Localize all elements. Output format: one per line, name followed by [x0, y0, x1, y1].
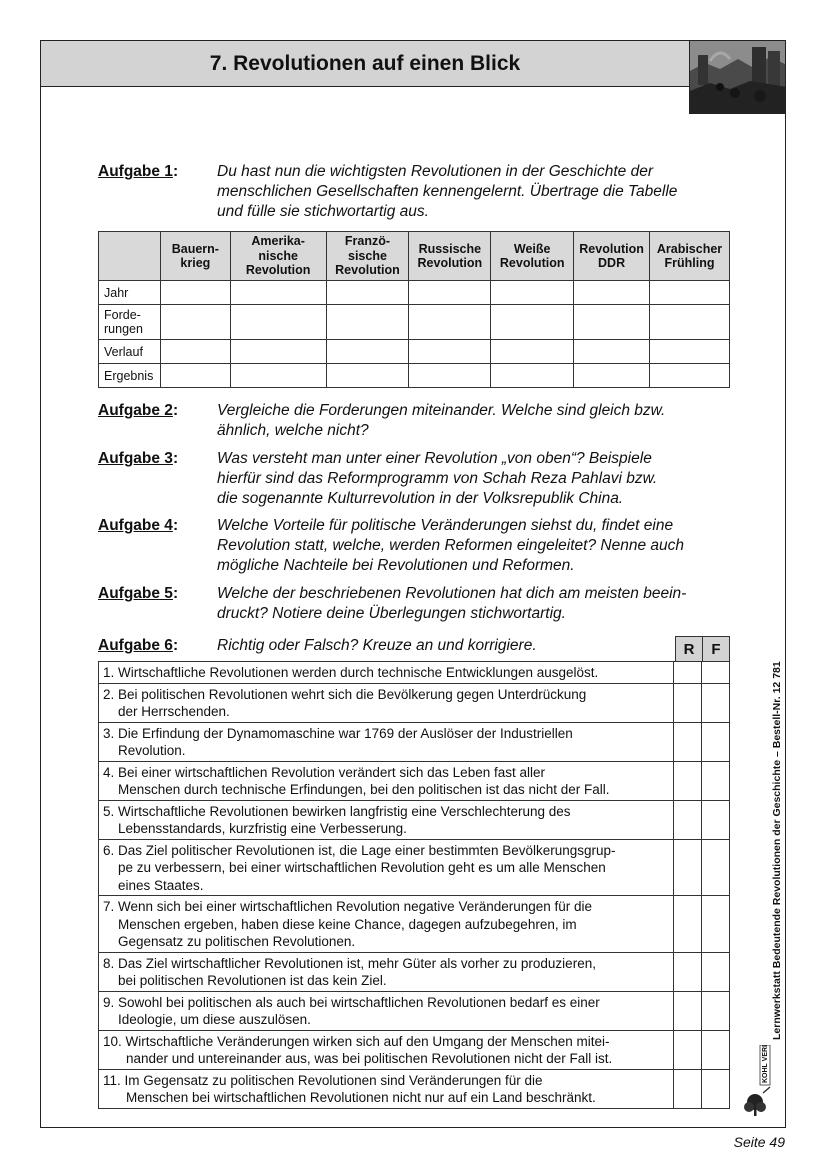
- answer-cell[interactable]: [160, 305, 230, 340]
- task-label: Aufgabe 6: [98, 637, 173, 654]
- statement-text: 10. Wirtschaftliche Veränderungen wirken sich auf den Umgang der Menschen mitei- nander und untereinander aus, was bei politischen Revolutionen nicht der Fall ist.: [99, 1030, 674, 1069]
- page-number: Seite 49: [733, 1134, 785, 1150]
- task-label: Aufgabe 2: [98, 402, 173, 419]
- answer-cell[interactable]: [491, 281, 574, 305]
- falsch-checkbox[interactable]: [702, 662, 730, 684]
- answer-cell[interactable]: [409, 281, 491, 305]
- task-3: Aufgabe 3: Was versteht man unter einer Revolution „von oben“? Beispiele hierfür sind das Reformprogramm von Schah Reza Pahlavi bzw. die sogenannte Kulturrevolution in der Volksrepublik China.: [98, 449, 738, 509]
- series-info: Lernwerkstatt Bedeutende Revolutionen der Geschichte – Bestell-Nr. 12 781: [771, 661, 783, 1040]
- richtig-checkbox[interactable]: [674, 662, 702, 684]
- task-text: [217, 516, 738, 576]
- task-text: [217, 401, 738, 441]
- table-row: [99, 364, 730, 388]
- column-header: Franzö- sische Revolution: [326, 232, 409, 281]
- answer-cell[interactable]: [574, 364, 650, 388]
- falsch-checkbox[interactable]: [702, 839, 730, 896]
- answer-cell[interactable]: [230, 340, 326, 364]
- task-text-line: und fülle sie stichwortartig aus.: [217, 203, 429, 220]
- statement-text: 6. Das Ziel politischer Revolutionen ist, die Lage einer bestimmten Bevölkerungsgrup- pe zu verbessern, bei einer wirtschaftlichen Revolution geht es um alle Menschen eines Staates.: [99, 839, 674, 896]
- answer-cell[interactable]: [160, 281, 230, 305]
- statement-row: [99, 839, 730, 896]
- task-2: Aufgabe 2: Vergleiche die Forderungen miteinander. Welche sind gleich bzw. ähnlich, welche nicht?: [98, 401, 738, 441]
- answer-cell[interactable]: [574, 305, 650, 340]
- richtig-checkbox[interactable]: [674, 1030, 702, 1069]
- statement-row: [99, 991, 730, 1030]
- answer-cell[interactable]: [409, 340, 491, 364]
- falsch-checkbox[interactable]: [702, 722, 730, 761]
- answer-cell[interactable]: [160, 340, 230, 364]
- table-corner-cell: [99, 232, 161, 281]
- task-text: [217, 636, 738, 656]
- statement-row: [99, 896, 730, 953]
- task-text-line: Vergleiche die Forderungen miteinander. Welche sind gleich bzw.: [217, 402, 666, 419]
- row-label: Verlauf: [99, 340, 161, 364]
- statement-text: 1. Wirtschaftliche Revolutionen werden durch technische Entwicklungen ausgelöst.: [99, 662, 674, 684]
- column-header: Bauern- krieg: [160, 232, 230, 281]
- answer-cell[interactable]: [326, 305, 409, 340]
- task-text: [217, 449, 738, 509]
- task-text-line: Welche der beschriebenen Revolutionen hat dich am meisten beein-: [217, 585, 687, 602]
- task-text-line: menschlichen Gesellschaften kennengelernt. Übertrage die Tabelle: [217, 183, 678, 200]
- row-label: Ergebnis: [99, 364, 161, 388]
- column-header: Arabischer Frühling: [650, 232, 730, 281]
- row-label: Jahr: [99, 281, 161, 305]
- table-row: [99, 281, 730, 305]
- answer-cell[interactable]: [409, 364, 491, 388]
- revolution-scene-photo: [689, 40, 786, 114]
- statement-row: [99, 800, 730, 839]
- statement-row: [99, 952, 730, 991]
- task-text-line: hierfür sind das Reformprogramm von Schah Reza Pahlavi bzw.: [217, 470, 658, 487]
- task-text-line: mögliche Nachteile bei Revolutionen und Reformen.: [217, 557, 575, 574]
- richtig-checkbox[interactable]: [674, 896, 702, 953]
- falsch-checkbox[interactable]: [702, 896, 730, 953]
- statement-text: 2. Bei politischen Revolutionen wehrt sich die Bevölkerung gegen Unterdrückung der Herrschenden.: [99, 683, 674, 722]
- answer-cell[interactable]: [650, 340, 730, 364]
- statement-row: [99, 1069, 730, 1108]
- statement-text: 8. Das Ziel wirtschaftlicher Revolutionen ist, mehr Güter als vorher zu produzieren, bei politischen Revolutionen ist das kein Ziel.: [99, 952, 674, 991]
- answer-cell[interactable]: [160, 364, 230, 388]
- statement-text: 3. Die Erfindung der Dynamomaschine war 1769 der Auslöser der Industriellen Revolution.: [99, 722, 674, 761]
- task-5: Aufgabe 5: Welche der beschriebenen Revolutionen hat dich am meisten beein- druckt? Notiere deine Überlegungen stichwortartig.: [98, 584, 738, 624]
- statement-text: 5. Wirtschaftliche Revolutionen bewirken langfristig eine Verschlechterung des Lebensstandards, kurzfristig eine Verbesserung.: [99, 800, 674, 839]
- richtig-header: R: [675, 636, 703, 662]
- answer-cell[interactable]: [230, 281, 326, 305]
- task-text-line: Welche Vorteile für politische Veränderungen siehst du, findet eine: [217, 517, 674, 534]
- task-6: Aufgabe 6: Richtig oder Falsch? Kreuze an und korrigiere.: [98, 636, 738, 656]
- falsch-checkbox[interactable]: [702, 1030, 730, 1069]
- answer-cell[interactable]: [491, 305, 574, 340]
- answer-cell[interactable]: [650, 364, 730, 388]
- task-text-line: Was versteht man unter einer Revolution „von oben“? Beispiele: [217, 450, 652, 467]
- answer-cell[interactable]: [409, 305, 491, 340]
- column-header: Revolution DDR: [574, 232, 650, 281]
- richtig-checkbox[interactable]: [674, 1069, 702, 1108]
- task-4: Aufgabe 4: Welche Vorteile für politische Veränderungen siehst du, findet eine Revolution statt, welche, werden Reformen eingeleitet? Nenne auch mögliche Nachteile bei Revolutionen und Reformen.: [98, 516, 738, 576]
- answer-cell[interactable]: [326, 281, 409, 305]
- answer-cell[interactable]: [230, 305, 326, 340]
- falsch-checkbox[interactable]: [702, 800, 730, 839]
- task-text-line: ähnlich, welche nicht?: [217, 422, 369, 439]
- task-label: Aufgabe 5: [98, 585, 173, 602]
- table-row: [99, 305, 730, 340]
- column-header: Weiße Revolution: [491, 232, 574, 281]
- statement-text: 9. Sowohl bei politischen als auch bei wirtschaftlichen Revolutionen bedarf es einer Ideologie, um diese auszulösen.: [99, 991, 674, 1030]
- answer-cell[interactable]: [230, 364, 326, 388]
- answer-cell[interactable]: [574, 281, 650, 305]
- richtig-checkbox[interactable]: [674, 991, 702, 1030]
- statement-row: [99, 722, 730, 761]
- falsch-checkbox[interactable]: [702, 991, 730, 1030]
- falsch-header: F: [702, 636, 730, 662]
- answer-cell[interactable]: [650, 281, 730, 305]
- task-text-line: Richtig oder Falsch? Kreuze an und korrigiere.: [217, 637, 537, 654]
- answer-cell[interactable]: [326, 364, 409, 388]
- answer-cell[interactable]: [326, 340, 409, 364]
- column-header: Amerika- nische Revolution: [230, 232, 326, 281]
- publisher-logo: [743, 1045, 773, 1117]
- answer-cell[interactable]: [491, 340, 574, 364]
- table-row: [99, 340, 730, 364]
- true-false-table: [98, 661, 730, 1109]
- statement-row: [99, 761, 730, 800]
- page-title: 7. Revolutionen auf einen Blick: [209, 51, 521, 75]
- falsch-checkbox[interactable]: [702, 1069, 730, 1108]
- answer-cell[interactable]: [574, 340, 650, 364]
- richtig-checkbox[interactable]: [674, 722, 702, 761]
- falsch-checkbox[interactable]: [702, 952, 730, 991]
- statement-row: [99, 683, 730, 722]
- task-label: Aufgabe 1: [98, 163, 173, 180]
- richtig-checkbox[interactable]: [674, 683, 702, 722]
- task-1: Aufgabe 1: Du hast nun die wichtigsten Revolutionen in der Geschichte der menschlichen Gesellschaften kennengelernt. Übertrage die Tabelle und fülle sie stichwortartig aus.: [98, 162, 738, 222]
- answer-cell[interactable]: [650, 305, 730, 340]
- row-label: Forde- rungen: [99, 305, 161, 340]
- publisher-name: KOHL VERLAG: [762, 1045, 769, 1083]
- statement-text: 11. Im Gegensatz zu politischen Revolutionen sind Veränderungen für die Menschen bei wirtschaftlichen Revolutionen nicht nur auf ein Land beschränkt.: [99, 1069, 674, 1108]
- statement-text: 4. Bei einer wirtschaftlichen Revolution verändert sich das Leben fast aller Menschen durch technische Erfindungen, bei den politischen ist das nicht der Fall.: [99, 761, 674, 800]
- column-header: Russische Revolution: [409, 232, 491, 281]
- statement-row: [99, 1030, 730, 1069]
- richtig-checkbox[interactable]: [674, 800, 702, 839]
- falsch-checkbox[interactable]: [702, 683, 730, 722]
- task-text-line: Revolution statt, welche, werden Reformen eingeleitet? Nenne auch: [217, 537, 684, 554]
- task-text-line: die sogenannte Kulturrevolution in der Volksrepublik China.: [217, 490, 624, 507]
- answer-cell[interactable]: [491, 364, 574, 388]
- richtig-checkbox[interactable]: [674, 761, 702, 800]
- task-text: [217, 584, 738, 624]
- task-text: [217, 162, 738, 222]
- task-label: Aufgabe 4: [98, 517, 173, 534]
- title-bar: [40, 40, 690, 87]
- statement-row: [99, 662, 730, 684]
- richtig-checkbox[interactable]: [674, 839, 702, 896]
- task-text-line: druckt? Notiere deine Überlegungen stichwortartig.: [217, 605, 566, 622]
- richtig-checkbox[interactable]: [674, 952, 702, 991]
- task-label: Aufgabe 3: [98, 450, 173, 467]
- falsch-checkbox[interactable]: [702, 761, 730, 800]
- statement-text: 7. Wenn sich bei einer wirtschaftlichen Revolution negative Veränderungen für die Menschen ergeben, haben diese keine Chance, dagegen aufzubegehren, im Gegensatz zu politischen Revolutionen.: [99, 896, 674, 953]
- task-text-line: Du hast nun die wichtigsten Revolutionen in der Geschichte der: [217, 163, 653, 180]
- revolution-table: [98, 231, 730, 388]
